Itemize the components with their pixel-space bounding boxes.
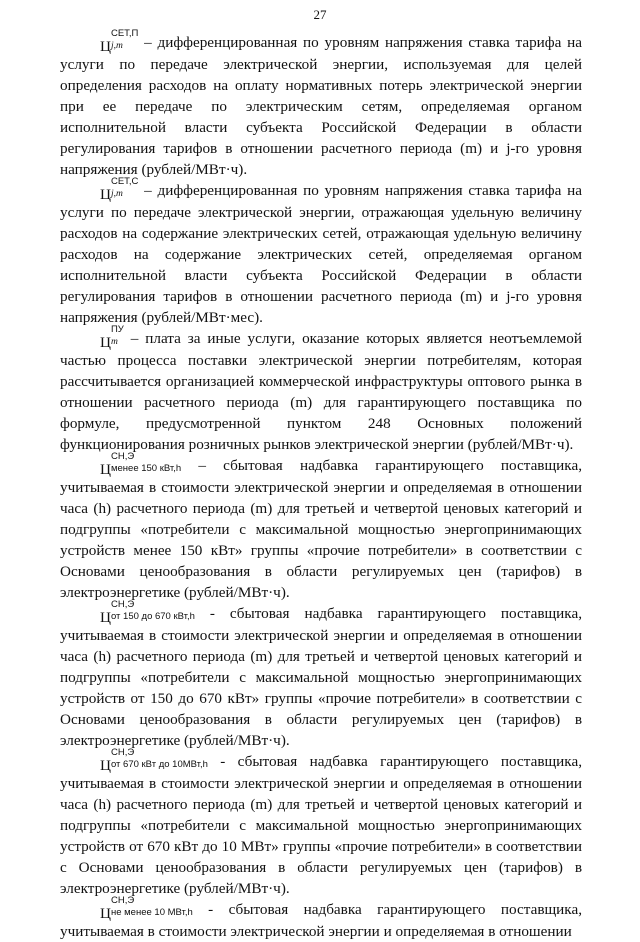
- symbol-subscript: m: [110, 337, 118, 347]
- tariff-symbol: Ц ПУ m: [100, 324, 124, 351]
- definition-paragraph-3: [60, 324, 582, 455]
- definition-paragraph-6: [60, 747, 582, 899]
- page-number: 27: [313, 7, 327, 22]
- definition-text: – дифференцированная по уровням напряжения ставка тарифа на услуги по передаче электрической энергии, используемая для целей определения расходов на оплату нормативных потерь электрической энергии при ее передаче по электрическим сетям, определяемая органом исполнительной власти субъекта Российской Федерации в области регулирования тарифов в отношении расчетного периода (m) и j-го уровня напряжения (рублей/МВт·ч).: [60, 34, 582, 178]
- definition-paragraph-2: [60, 176, 582, 328]
- tariff-symbol: Ц СН,Э менее 150 кВт,h: [100, 451, 182, 478]
- definition-text: – дифференцированная по уровням напряжения ставка тарифа на услуги по передаче электрической энергии, отражающая удельную величину расходов на содержание электрических сетей, отражающая удельную величину расходов на содержание электрических сетей, определяемая органом исполнительной власти субъекта Российской Федерации в области регулирования тарифов в отношении расчетного периода (m) и j-го уровня напряжения (рублей/МВт·мес).: [60, 182, 582, 326]
- symbol-subscript: от 150 до 670 кВт,h: [110, 611, 195, 622]
- definition-text: – сбытовая надбавка гарантирующего поставщика, учитываемая в стоимости электрической энергии и определяемая в отношении часа (h) расчетного периода (m) для третьей и четвертой ценовых категорий и подгруппы «потребители с максимальной мощностью энергопринимающих устройств менее 150 кВт» группы «прочие потребители» в соответствии с Основами ценообразования в области регулируемых цен (тарифов) в электроэнергетике (рублей/МВт·ч).: [60, 457, 582, 601]
- symbol-superscript: СН,Э: [110, 599, 135, 610]
- symbol-superscript: СН,Э: [110, 451, 135, 462]
- tariff-symbol: Ц СН,Э от 670 кВт до 10МВт,h: [100, 747, 208, 774]
- definition-paragraph-4: [60, 451, 582, 603]
- definition-text: – плата за иные услуги, оказание которых является неотъемлемой частью процесса поставки электрической энергии потребителям, которая рассчитывается организацией коммерческой инфраструктуры оптового рынка в отношении расчетного периода (m) для гарантирующего поставщика по формуле, предусмотренной пунктом 248 Основных положений функционирования розничных рынков электрической энергии (рублей/МВт·ч).: [60, 330, 582, 453]
- symbol-subscript: менее 150 кВт,h: [110, 463, 182, 474]
- symbol-superscript: СЕТ,П: [110, 28, 139, 39]
- symbol-subscript: j,m: [110, 41, 123, 51]
- tariff-symbol: Ц СЕТ,С j,m: [100, 176, 139, 203]
- definition-text: - сбытовая надбавка гарантирующего поставщика, учитываемая в стоимости электрической энергии и определяемая в отношении часа (h) расчетного периода (m) для третьей и четвертой ценовых категорий и подгруппы «потребители с максимальной мощностью энергопринимающих устройств от 670 кВт до 10 МВт» группы «прочие потребители» в соответствии с Основами ценообразования в области регулируемых цен (тарифов) в электроэнергетике (рублей/МВт·ч).: [60, 753, 582, 897]
- symbol-superscript: ПУ: [110, 324, 124, 335]
- symbol-subscript: от 670 кВт до 10МВт,h: [110, 759, 208, 770]
- definition-paragraph-5: [60, 599, 582, 751]
- tariff-symbol: Ц СН,Э от 150 до 670 кВт,h: [100, 599, 195, 626]
- definition-paragraph-1: [60, 28, 582, 180]
- symbol-superscript: СН,Э: [110, 747, 135, 758]
- tariff-symbol: Ц СЕТ,П j,m: [100, 28, 139, 55]
- document-body: [60, 28, 582, 942]
- symbol-superscript: СН,Э: [110, 895, 135, 906]
- symbol-subscript: j,m: [110, 189, 123, 199]
- symbol-superscript: СЕТ,С: [110, 176, 139, 187]
- symbol-subscript: не менее 10 МВт,h: [110, 907, 193, 918]
- definition-text: - сбытовая надбавка гарантирующего поставщика, учитываемая в стоимости электрической энергии и определяемая в отношении часа (h) расчетного периода (m) для третьей и четвертой ценовых категорий и подгруппы «потребители с максимальной мощностью энергопринимающих устройств от 150 до 670 кВт» группы «прочие потребители» в соответствии с Основами ценообразования в области регулируемых цен (тарифов) в электроэнергетике (рублей/МВт·ч).: [60, 605, 582, 749]
- definition-text: - сбытовая надбавка гарантирующего поставщика, учитываемая в стоимости электрической энергии и определяемая в отношении: [60, 901, 582, 940]
- definition-paragraph-7: [60, 895, 582, 942]
- tariff-symbol: Ц СН,Э не менее 10 МВт,h: [100, 895, 193, 922]
